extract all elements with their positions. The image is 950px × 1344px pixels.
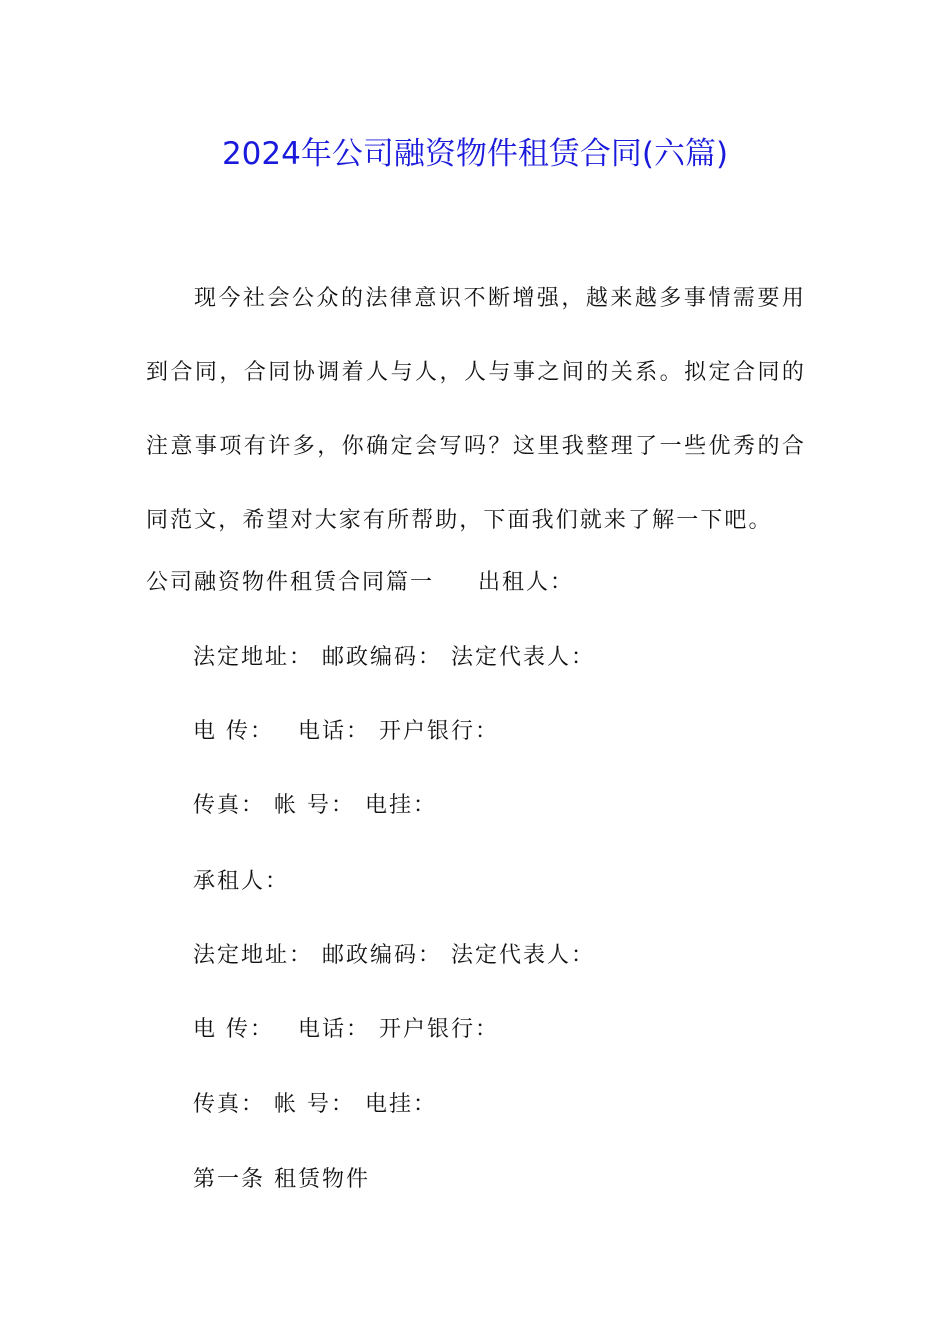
lessor-fax-line: [193, 786, 437, 826]
lessor-contact-line: [193, 712, 499, 752]
article-1-heading: 第一条 租赁物件: [193, 1167, 370, 1192]
intro-paragraph: 现今社会公众的法律意识不断增强，越来越多事情需要用到合同，合同协调着人与人，人与事之间的关系。拟定合同的注意事项有许多，你确定会写吗？这里我整理了一些优秀的合同范文，希望对大家有所帮助，下面我们就来了解一下吧。: [146, 286, 806, 533]
lessor-telegram: 电 传：: [193, 719, 274, 744]
lessee-contact-line: [193, 1010, 499, 1050]
lessor-fax-account: 传真： 帐 号：: [193, 793, 355, 818]
lessor-address-line: 法定地址： 邮政编码： 法定代表人：: [193, 645, 595, 670]
section-heading: 公司融资物件租赁合同篇一: [146, 570, 435, 595]
lessee-label: 承租人：: [193, 869, 290, 894]
lessee-fax-line: [193, 1085, 437, 1125]
lessor-cable: 电挂：: [365, 793, 438, 818]
section-heading-line: [146, 563, 574, 603]
lessee-cable: 电挂：: [365, 1092, 438, 1117]
lessor-phone-bank: 电话： 开户银行：: [298, 719, 499, 744]
lessor-label: 出租人：: [478, 570, 575, 595]
lessee-telegram: 电 传：: [193, 1017, 274, 1042]
lessee-fax-account: 传真： 帐 号：: [193, 1092, 355, 1117]
lessee-phone-bank: 电话： 开户银行：: [298, 1017, 499, 1042]
lessee-address-line: 法定地址： 邮政编码： 法定代表人：: [193, 943, 595, 968]
document-title: 2024年公司融资物件租赁合同(六篇): [221, 136, 729, 172]
